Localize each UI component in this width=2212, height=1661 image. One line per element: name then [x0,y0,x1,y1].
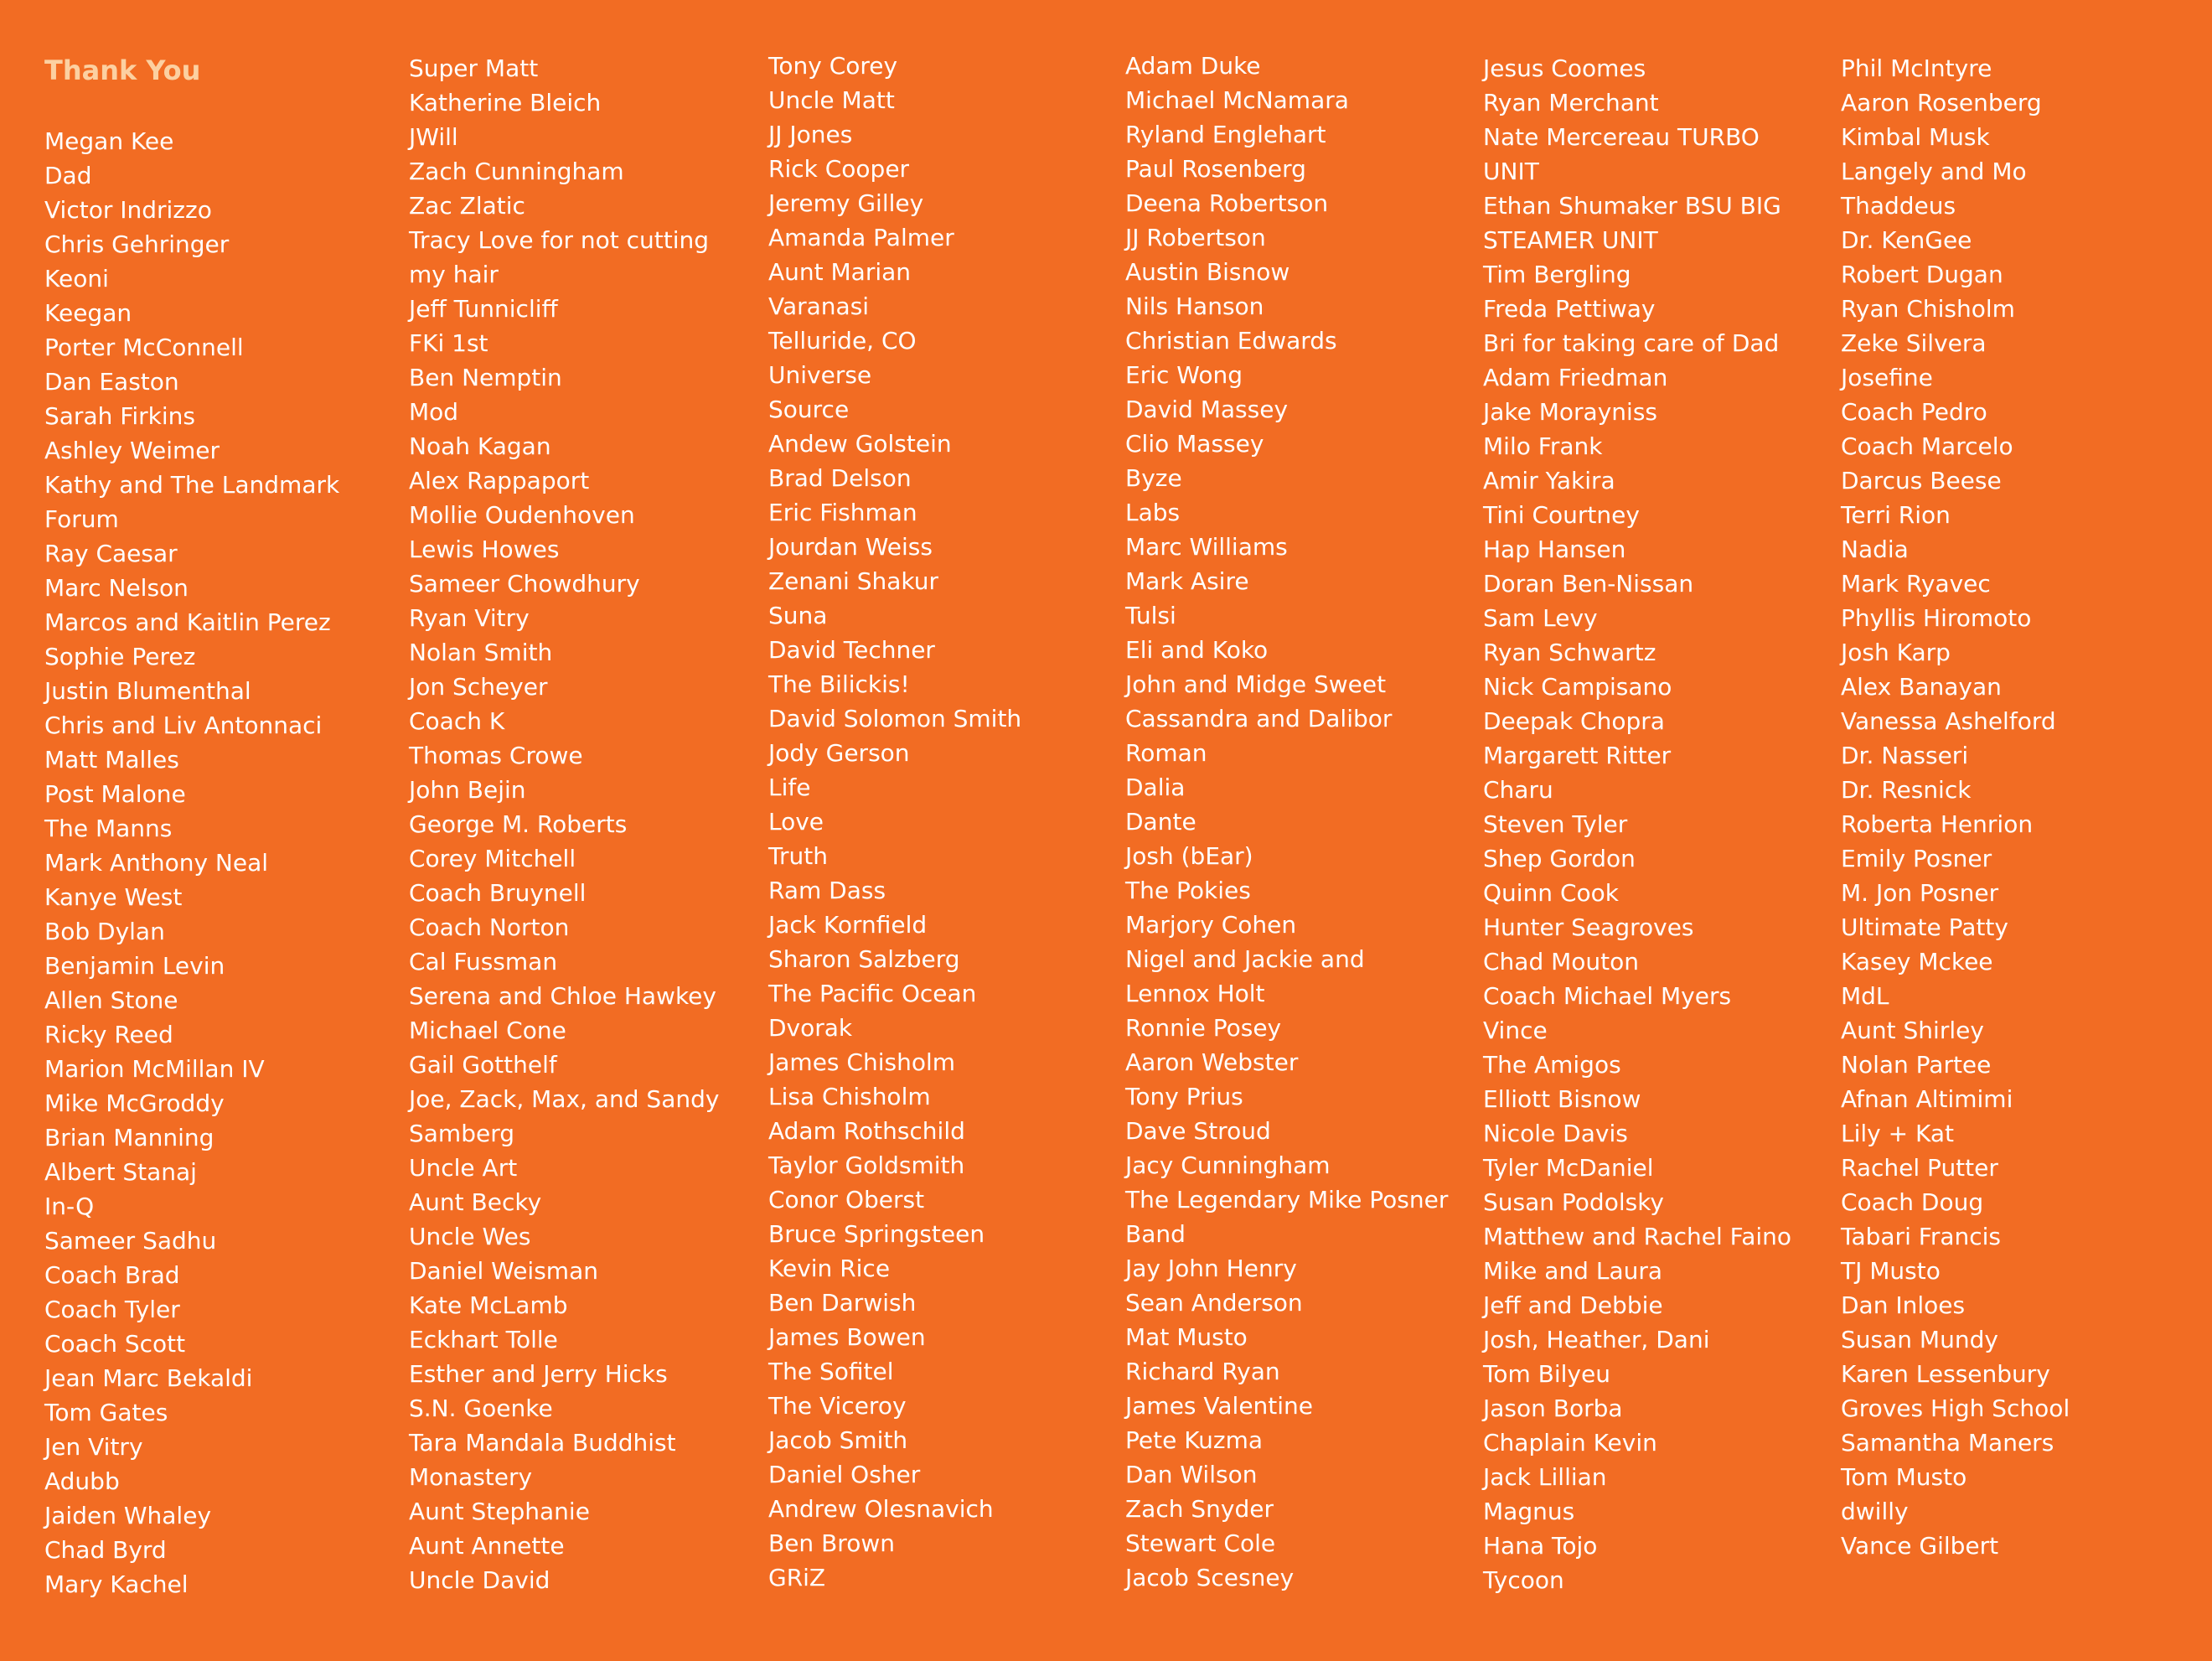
name-entry: Brad Delson [768,464,912,492]
name-entry: Afnan Altimimi [1841,1085,2013,1113]
name-entry: Universe [768,361,872,389]
name-entry: Sophie Perez [44,643,196,670]
name-entry: Dad [44,162,92,189]
name-entry: MdL [1841,982,1889,1010]
name-entry: The Pacific Ocean [768,980,977,1007]
name-entry: Ricky Reed [44,1021,173,1048]
name-entry: Deena Robertson [1125,189,1329,217]
name-entry: David Solomon Smith [768,705,1022,732]
name-entry: Roberta Henrion [1841,810,2034,838]
name-entry: The Amigos [1483,1051,1621,1079]
name-entry: Super Matt [409,54,539,82]
name-entry: Josefine [1841,364,1933,391]
name-entry: Dalia [1125,774,1186,801]
name-entry: Bruce Springsteen [768,1220,985,1248]
name-entry: Rick Cooper [768,155,910,183]
name-entry: Tony Prius [1125,1083,1243,1110]
name-entry: Eckhart Tolle [409,1326,558,1353]
name-entry: Austin Bisnow [1125,258,1290,286]
name-entry: Vince [1483,1017,1548,1044]
name-entry: Andew Golstein [768,430,952,458]
name-list [409,51,736,1597]
name-entry: Vance Gilbert [1841,1532,1999,1560]
name-entry: Zac Zlatic [409,192,525,220]
name-entry: Serena and Chloe Hawkey [409,982,716,1010]
name-entry: Uncle Matt [768,86,895,114]
name-entry: Love [768,808,824,836]
name-entry: Sameer Chowdhury [409,570,640,598]
name-entry: Thaddeus [1841,192,1956,220]
name-entry: Noah Kagan [409,432,551,460]
name-entry: Jacy Cunningham [1125,1151,1331,1179]
name-entry: Ryan Schwartz [1483,639,1656,666]
name-entry: Chris and Liv Antonnaci [44,711,323,739]
name-entry: Corey Mitchell [409,845,576,872]
name-entry: Mary Kachel [44,1570,189,1598]
name-entry: Marion McMillan IV [44,1055,265,1083]
column-6 [1841,51,2176,1563]
name-entry: Coach Scott [44,1330,186,1358]
name-entry: Jeff Tunnicliff [409,295,558,323]
name-entry: Sameer Sadhu [44,1227,217,1255]
name-entry: Aaron Rosenberg [1841,89,2042,116]
name-entry: Zenani Shakur [768,567,939,595]
name-entry: Chad Mouton [1483,948,1640,975]
name-entry: Richard Ryan [1125,1358,1280,1385]
name-entry: dwilly [1841,1498,1909,1525]
name-entry: Coach Michael Myers [1483,982,1732,1010]
name-entry: Adubb [44,1467,120,1495]
name-entry: The Viceroy [768,1392,907,1420]
name-entry: Josh Karp [1841,639,1951,666]
name-entry: Life [768,774,811,801]
name-entry: Tom Gates [44,1399,168,1426]
name-entry: Hana Tojo [1483,1532,1598,1560]
name-entry: Ram Dass [768,877,886,904]
name-entry: Dr. Nasseri [1841,742,1969,769]
name-entry: Mike and Laura [1483,1257,1663,1285]
name-entry: Jen Vitry [44,1433,143,1461]
name-entry: Benjamin Levin [44,952,225,980]
name-entry: Bri for taking care of Dad [1483,329,1780,357]
name-entry: Aunt Annette [409,1532,565,1560]
page-title: Thank You [44,54,201,86]
name-entry: Kanye West [44,883,183,911]
name-entry: Byze [1125,464,1182,492]
name-entry: Nils Hanson [1125,292,1264,320]
name-entry: Ryan Merchant [1483,89,1659,116]
name-entry: Kimbal Musk [1841,123,1990,151]
name-entry: Tulsi [1125,602,1176,629]
name-entry: Lily + Kat [1841,1120,1954,1147]
name-entry: Ray Caesar [44,540,178,567]
name-entry: Esther and Jerry Hicks [409,1360,668,1388]
name-entry: Kathy and The Landmark Forum [44,471,340,533]
name-entry: Milo Frank [1483,432,1603,460]
column-5 [1483,51,1814,1597]
name-entry: Jason Borba [1483,1395,1623,1422]
name-entry: Clio Massey [1125,430,1264,458]
name-entry: Victor Indrizzo [44,196,212,224]
name-entry: Adam Duke [1125,52,1261,80]
name-entry: James Bowen [768,1323,926,1351]
name-list [44,124,375,1601]
name-entry: TJ Musto [1841,1257,1941,1285]
name-entry: The Legendary Mike Posner Band [1125,1186,1449,1248]
name-entry: Amanda Palmer [768,224,954,251]
name-entry: Chaplain Kevin [1483,1429,1657,1457]
name-entry: In-Q [44,1193,95,1220]
name-entry: Hap Hansen [1483,536,1626,563]
name-entry: Coach Doug [1841,1188,1984,1216]
name-entry: Tara Mandala Buddhist Monastery [409,1429,676,1491]
name-entry: The Manns [44,815,173,842]
name-entry: Uncle Wes [409,1223,531,1250]
name-entry: Magnus [1483,1498,1575,1525]
name-entry: Nick Campisano [1483,673,1672,701]
name-entry: Nadia [1841,536,1909,563]
name-entry: Mike McGroddy [44,1089,225,1117]
name-entry: Daniel Osher [768,1461,921,1488]
name-entry: Jack Kornfield [768,911,928,939]
name-entry: Marc Williams [1125,533,1288,561]
name-entry: John Bejin [409,776,526,804]
name-entry: Joe, Zack, Max, and Sandy Samberg [409,1085,720,1147]
name-entry: Matthew and Rachel Faino [1483,1223,1792,1250]
name-entry: Andrew Olesnavich [768,1495,994,1523]
name-entry: Allen Stone [44,986,178,1014]
name-entry: George M. Roberts [409,810,628,838]
name-entry: Adam Friedman [1483,364,1668,391]
name-entry: Deepak Chopra [1483,707,1665,735]
name-entry: Chris Gehringer [44,230,230,258]
name-entry: Mark Anthony Neal [44,849,269,877]
name-entry: Nicole Davis [1483,1120,1628,1147]
name-entry: Jody Gerson [768,739,910,767]
name-entry: Dan Easton [44,368,179,396]
name-entry: Dr. Resnick [1841,776,1972,804]
name-entry: Labs [1125,499,1181,526]
name-entry: Kasey Mckee [1841,948,1993,975]
name-entry: Taylor Goldsmith [768,1151,965,1179]
name-entry: Varanasi [768,292,870,320]
name-entry: Aaron Webster [1125,1048,1299,1076]
name-list [1483,51,1814,1597]
name-entry: Terri Rion [1841,501,1951,529]
name-entry: Ryland Englehart [1125,121,1326,148]
name-entry: Ultimate Patty [1841,913,2008,941]
name-entry: GRiZ [768,1564,826,1591]
name-entry: Freda Pettiway [1483,295,1656,323]
name-entry: Jay John Henry [1125,1255,1297,1282]
name-entry: Roman [1125,739,1207,767]
name-entry: Quinn Cook [1483,879,1619,907]
name-entry: Susan Mundy [1841,1326,1998,1353]
name-entry: Karen Lessenbury [1841,1360,2050,1388]
name-entry: Tony Corey [768,52,898,80]
name-entry: Albert Stanaj [44,1158,197,1186]
name-entry: Ryan Chisholm [1841,295,2015,323]
name-entry: Vanessa Ashelford [1841,707,2056,735]
name-entry: Ben Darwish [768,1289,917,1317]
name-entry: Tyler McDaniel [1483,1154,1654,1182]
name-entry: Uncle David [409,1566,550,1594]
name-entry: Pete Kuzma [1125,1426,1264,1454]
name-entry: Coach K [409,707,505,735]
name-entry: Stewart Cole [1125,1529,1276,1557]
name-entry: Michael Cone [409,1017,566,1044]
name-entry: Zach Snyder [1125,1495,1274,1523]
name-entry: Jake Morayniss [1483,398,1657,426]
name-entry: Steven Tyler [1483,810,1628,838]
name-entry: Susan Podolsky [1483,1188,1664,1216]
name-entry: Phyllis Hiromoto [1841,604,2032,632]
name-entry: Michael McNamara [1125,86,1349,114]
name-entry: Daniel Weisman [409,1257,598,1285]
name-entry: Jourdan Weiss [768,533,933,561]
name-entry: Tabari Francis [1841,1223,2001,1250]
name-entry: Elliott Bisnow [1483,1085,1641,1113]
name-entry: Alex Rappaport [409,467,590,494]
name-entry: Chad Byrd [44,1536,167,1564]
name-entry: Conor Oberst [768,1186,925,1213]
name-entry: JWill [409,123,458,151]
name-entry: Dan Wilson [1125,1461,1258,1488]
name-entry: Bob Dylan [44,918,165,945]
name-entry: Telluride, CO [768,327,917,354]
name-entry: Aunt Shirley [1841,1017,1984,1044]
name-entry: Dan Inloes [1841,1291,1966,1319]
name-entry: Amir Yakira [1483,467,1615,494]
name-entry: The Bilickis! [768,670,910,698]
name-entry: Margarett Ritter [1483,742,1672,769]
name-entry: Nolan Smith [409,639,553,666]
name-entry: Eli and Koko [1125,636,1269,664]
name-entry: Zach Cunningham [409,158,624,185]
name-entry: Josh, Heather, Dani [1483,1326,1710,1353]
name-entry: Paul Rosenberg [1125,155,1306,183]
name-entry: Groves High School [1841,1395,2070,1422]
name-entry: Justin Blumenthal [44,677,251,705]
name-entry: Coach Tyler [44,1296,180,1323]
name-entry: Uncle Art [409,1154,518,1182]
name-entry: Charu [1483,776,1553,804]
name-entry: Truth [768,842,828,870]
name-entry: Gail Gotthelf [409,1051,557,1079]
name-entry: Cassandra and Dalibor [1125,705,1393,732]
name-entry: Shep Gordon [1483,845,1636,872]
name-entry: Eric Fishman [768,499,917,526]
name-entry: Tini Courtney [1483,501,1640,529]
name-entry: Dvorak [768,1014,853,1042]
name-entry: JJ Robertson [1125,224,1266,251]
name-list [768,49,1095,1595]
name-entry: Tycoon [1483,1566,1564,1594]
name-entry: Aunt Marian [768,258,912,286]
name-entry: Alex Banayan [1841,673,2002,701]
name-entry: Emily Posner [1841,845,1992,872]
name-entry: Sharon Salzberg [768,945,960,973]
name-entry: Marc Nelson [44,574,189,602]
name-entry: Langely and Mo [1841,158,2027,185]
name-entry: Josh (bEar) [1125,842,1253,870]
name-entry: Nate Mercereau TURBO UNIT [1483,123,1760,185]
name-entry: Porter McConnell [44,334,244,361]
name-entry: Ben Nemptin [409,364,562,391]
name-entry: Jacob Scesney [1125,1564,1295,1591]
name-entry: Lisa Chisholm [768,1083,931,1110]
name-entry: James Chisholm [768,1048,956,1076]
name-entry: Aunt Stephanie [409,1498,590,1525]
name-entry: Jeremy Gilley [768,189,924,217]
name-entry: Jack Lillian [1483,1463,1607,1491]
name-entry: JJ Jones [768,121,853,148]
name-entry: Jacob Smith [768,1426,908,1454]
name-entry: Source [768,396,850,423]
name-entry: David Massey [1125,396,1289,423]
name-entry: Ben Brown [768,1529,895,1557]
name-entry: Dr. KenGee [1841,226,1972,254]
name-entry: M. Jon Posner [1841,879,1999,907]
name-entry: FKi 1st [409,329,488,357]
name-entry: Coach Marcelo [1841,432,2013,460]
name-entry: Nigel and Jackie and Lennox Holt [1125,945,1365,1007]
name-entry: The Pokies [1125,877,1251,904]
name-entry: Rachel Putter [1841,1154,1998,1182]
name-entry: Marjory Cohen [1125,911,1297,939]
name-entry: David Techner [768,636,935,664]
name-entry: Matt Malles [44,746,179,774]
name-entry: Jon Scheyer [409,673,548,701]
name-entry: Tom Musto [1841,1463,1967,1491]
name-entry: Lewis Howes [409,536,560,563]
name-entry: Sam Levy [1483,604,1598,632]
name-entry: Brian Manning [44,1124,214,1151]
name-entry: Post Malone [44,780,186,808]
column-3 [768,49,1095,1595]
name-entry: Ashley Weimer [44,437,220,464]
name-entry: Christian Edwards [1125,327,1337,354]
name-entry: Hunter Seagroves [1483,913,1694,941]
name-entry: Katherine Bleich [409,89,602,116]
name-entry: Coach Brad [44,1261,180,1289]
name-entry: Dante [1125,808,1196,836]
name-entry: Aunt Becky [409,1188,542,1216]
name-entry: Jean Marc Bekaldi [44,1364,253,1392]
name-entry: James Valentine [1125,1392,1314,1420]
name-entry: Cal Fussman [409,948,558,975]
name-entry: Keegan [44,299,132,327]
name-entry: Thomas Crowe [409,742,583,769]
name-entry: Tim Bergling [1483,261,1631,288]
name-entry: Eric Wong [1125,361,1243,389]
name-entry: Jaiden Whaley [44,1502,212,1529]
name-entry: Kevin Rice [768,1255,891,1282]
name-entry: Darcus Beese [1841,467,2002,494]
name-entry: Tracy Love for not cutting my hair [409,226,710,288]
name-list [1125,49,1452,1595]
name-entry: Mat Musto [1125,1323,1248,1351]
name-entry: Mollie Oudenhoven [409,501,635,529]
name-entry: Mark Ryavec [1841,570,1991,598]
column-4 [1125,49,1452,1595]
name-entry: Mod [409,398,459,426]
name-entry: Coach Bruynell [409,879,587,907]
name-entry: Ronnie Posey [1125,1014,1282,1042]
name-entry: Keoni [44,265,109,292]
name-entry: Robert Dugan [1841,261,2003,288]
column-2 [409,51,736,1597]
name-entry: Ryan Vitry [409,604,530,632]
name-entry: Tom Bilyeu [1483,1360,1610,1388]
name-entry: Jeff and Debbie [1483,1291,1663,1319]
name-entry: The Sofitel [768,1358,894,1385]
name-entry: S.N. Goenke [409,1395,553,1422]
column-1 [44,54,375,1601]
name-entry: Sean Anderson [1125,1289,1303,1317]
name-entry: Dave Stroud [1125,1117,1271,1145]
name-entry: Mark Asire [1125,567,1249,595]
name-entry: Coach Norton [409,913,570,941]
name-entry: Coach Pedro [1841,398,1987,426]
name-entry: John and Midge Sweet [1125,670,1387,698]
name-entry: Kate McLamb [409,1291,568,1319]
name-entry: Samantha Maners [1841,1429,2054,1457]
name-entry: Suna [768,602,828,629]
name-entry: Phil McIntyre [1841,54,1992,82]
name-entry: Adam Rothschild [768,1117,965,1145]
name-entry: Marcos and Kaitlin Perez [44,608,331,636]
name-entry: Jesus Coomes [1483,54,1646,82]
name-entry: Megan Kee [44,127,174,155]
name-entry: Zeke Silvera [1841,329,1987,357]
name-entry: Ethan Shumaker BSU BIG STEAMER UNIT [1483,192,1781,254]
name-entry: Sarah Firkins [44,402,195,430]
name-list [1841,51,2176,1563]
name-entry: Nolan Partee [1841,1051,1992,1079]
name-entry: Doran Ben-Nissan [1483,570,1694,598]
